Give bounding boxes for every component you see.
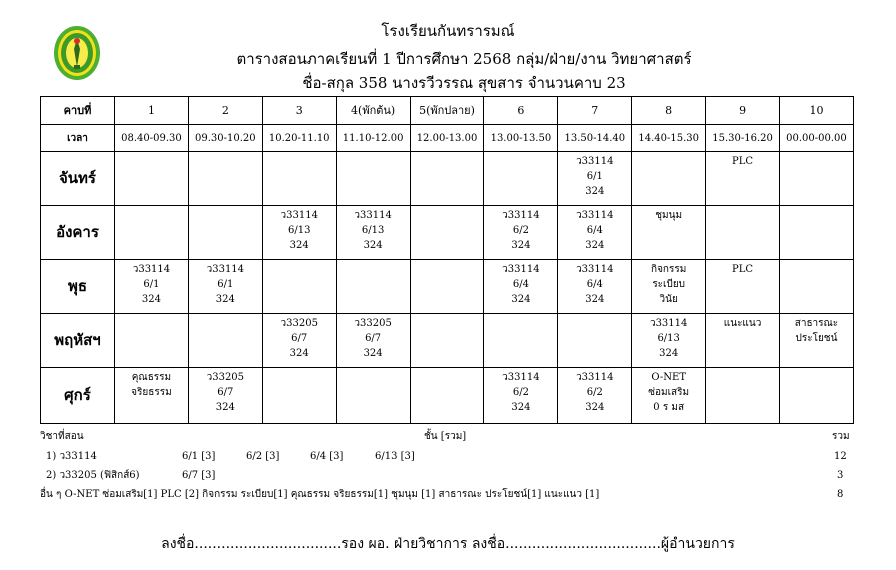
cell-line: 6/2 <box>512 225 529 236</box>
schedule-cell <box>188 314 262 368</box>
schedule-cell <box>706 152 780 206</box>
schedule-cell <box>336 368 410 424</box>
schedule-cell <box>706 314 780 368</box>
day-label: พฤหัสฯ <box>41 314 115 368</box>
cell-line: 324 <box>289 348 309 359</box>
cell-line: กิจกรรม <box>651 264 687 275</box>
cell-line: 324 <box>511 294 531 305</box>
cell-line: ซ่อมเสริม <box>648 387 690 398</box>
cell-line: ว33114 <box>576 210 614 221</box>
period-time: 14.40-15.30 <box>632 125 706 152</box>
schedule-cell <box>484 368 558 424</box>
summary-class: 6/2 [3] <box>246 451 280 462</box>
period-header: 4(พักต้น) <box>336 97 410 125</box>
period-header: 8 <box>632 97 706 125</box>
summary-class-header: ชั้น [รวม] <box>424 431 467 442</box>
timetable <box>40 96 854 424</box>
cell-line: 6/1 <box>586 171 603 182</box>
day-label: อังคาร <box>41 206 115 260</box>
schedule-cell <box>336 260 410 314</box>
day-label: ศุกร์ <box>41 368 115 424</box>
schedule-cell <box>558 368 632 424</box>
summary-subject-2: 2) ว33205 (ฟิสิกส์6) <box>46 470 140 481</box>
cell-line: 324 <box>141 294 161 305</box>
schedule-cell <box>706 206 780 260</box>
cell-line: 324 <box>511 240 531 251</box>
schedule-cell <box>632 152 706 206</box>
cell-line: ว33114 <box>132 264 171 275</box>
schedule-subtitle: ตารางสอนภาคเรียนที่ 1 ปีการศึกษา 2568 กลุ่ม/ฝ่าย/งาน วิทยาศาสตร์ <box>236 50 692 68</box>
schedule-cell <box>558 260 632 314</box>
summary-subject-1: 1) ว33114 <box>46 451 97 462</box>
schedule-cell <box>262 368 336 424</box>
cell-line: ชุมนุม <box>655 210 683 221</box>
cell-line: แนะแนว <box>723 318 762 329</box>
cell-line: 0 ร มส <box>653 402 685 413</box>
period-header: 10 <box>780 97 854 125</box>
cell-line: 6/1 <box>143 279 160 290</box>
summary-total-1: 12 <box>834 451 847 462</box>
day-row <box>41 368 854 424</box>
period-header: 9 <box>706 97 780 125</box>
period-header: 1 <box>115 97 189 125</box>
schedule-cell <box>410 314 484 368</box>
cell-line: ว33114 <box>576 264 614 275</box>
day-row <box>41 152 854 206</box>
schedule-cell <box>706 260 780 314</box>
cell-line: จริยธรรม <box>131 387 172 398</box>
schedule-cell <box>115 152 189 206</box>
cell-line: ว33114 <box>280 210 318 221</box>
cell-line: ระเบียบ <box>652 279 686 290</box>
schedule-cell <box>558 206 632 260</box>
cell-line: 6/2 <box>512 387 529 398</box>
signature-line: ลงชื่อ.................................รอง ผอ. ฝ่ายวิชาการ ลงชื่อ...................................ผู้อำนวยการ <box>161 536 735 552</box>
cell-line: 324 <box>363 240 383 251</box>
period-time: 13.50-14.40 <box>558 125 632 152</box>
schedule-cell <box>706 368 780 424</box>
day-row <box>41 260 854 314</box>
schedule-cell <box>336 206 410 260</box>
summary-total-2: 3 <box>837 470 844 481</box>
day-label: จันทร์ <box>41 152 115 206</box>
cell-line: ประโยชน์ <box>795 333 838 344</box>
cell-line: 6/7 <box>365 333 382 344</box>
cell-line: 6/7 <box>291 333 308 344</box>
schedule-cell <box>484 260 558 314</box>
schedule-cell <box>336 152 410 206</box>
schedule-cell <box>558 152 632 206</box>
schedule-cell <box>115 368 189 424</box>
schedule-cell <box>780 368 854 424</box>
schedule-cell <box>558 314 632 368</box>
schedule-cell <box>115 206 189 260</box>
summary-other-total: 8 <box>837 489 844 500</box>
cell-line: 6/1 <box>217 279 234 290</box>
cell-line: 6/4 <box>586 225 603 236</box>
schedule-cell <box>262 152 336 206</box>
cell-line: 324 <box>215 294 235 305</box>
summary-class: 6/13 [3] <box>375 451 415 462</box>
cell-line: วินัย <box>659 294 678 305</box>
period-time: 00.00-00.00 <box>780 125 854 152</box>
schedule-cell <box>632 314 706 368</box>
cell-line: 324 <box>659 348 679 359</box>
period-header: 2 <box>188 97 262 125</box>
schedule-cell <box>780 206 854 260</box>
cell-line: 6/13 <box>287 225 311 236</box>
cell-line: 6/4 <box>512 279 529 290</box>
cell-line: 6/13 <box>657 333 680 344</box>
cell-line: ว33114 <box>354 210 392 221</box>
cell-line: ว33205 <box>354 318 392 329</box>
schedule-cell <box>188 260 262 314</box>
cell-line: 324 <box>585 186 605 197</box>
cell-line: คุณธรรม <box>131 372 172 383</box>
summary-class: 6/4 [3] <box>310 451 344 462</box>
schedule-cell <box>632 368 706 424</box>
schedule-cell <box>410 368 484 424</box>
cell-line: 324 <box>215 402 235 413</box>
summary-class: 6/1 [3] <box>182 451 216 462</box>
schedule-cell <box>115 314 189 368</box>
cell-line: ว33205 <box>280 318 318 329</box>
cell-line: ว33114 <box>502 372 540 383</box>
corner-label: คาบที่ <box>41 97 115 125</box>
cell-line: สาธารณะ <box>794 318 839 329</box>
schedule-cell <box>262 206 336 260</box>
schedule-cell <box>188 206 262 260</box>
time-label: เวลา <box>41 125 115 152</box>
cell-line: ว33114 <box>206 264 245 275</box>
schedule-cell <box>632 260 706 314</box>
schedule-cell <box>484 206 558 260</box>
cell-line: 324 <box>585 402 605 413</box>
cell-line: PLC <box>732 156 754 167</box>
schedule-cell <box>115 260 189 314</box>
period-time: 08.40-09.30 <box>115 125 189 152</box>
schedule-cell <box>262 314 336 368</box>
schedule-cell <box>410 260 484 314</box>
cell-line: ว33114 <box>502 210 540 221</box>
cell-line: 324 <box>511 402 531 413</box>
period-header: 6 <box>484 97 558 125</box>
teacher-line: ชื่อ-สกุล 358 นางรวีวรรณ สุขสาร จำนวนคาบ 23 <box>302 74 626 92</box>
cell-line: ว33205 <box>206 372 245 383</box>
schedule-cell <box>484 152 558 206</box>
cell-line: 324 <box>585 294 605 305</box>
day-label: พุธ <box>41 260 115 314</box>
cell-line: ว33114 <box>502 264 540 275</box>
summary-class: 6/7 [3] <box>182 470 216 481</box>
schedule-cell <box>188 368 262 424</box>
cell-line: O-NET <box>651 372 687 383</box>
period-time: 13.00-13.50 <box>484 125 558 152</box>
cell-line: 324 <box>363 348 383 359</box>
cell-line: ว33114 <box>576 372 614 383</box>
schedule-cell <box>410 152 484 206</box>
time-row <box>41 125 854 152</box>
cell-line: 324 <box>289 240 309 251</box>
schedule-cell <box>780 152 854 206</box>
schedule-cell <box>780 314 854 368</box>
period-header: 3 <box>262 97 336 125</box>
cell-line: ว33114 <box>576 156 614 167</box>
period-time: 15.30-16.20 <box>706 125 780 152</box>
schedule-cell <box>262 260 336 314</box>
schedule-cell <box>632 206 706 260</box>
schedule-cell <box>484 314 558 368</box>
period-header: 5(พักปลาย) <box>410 97 484 125</box>
schedule-cell <box>780 260 854 314</box>
summary-total-header: รวม <box>832 431 850 442</box>
period-time: 12.00-13.00 <box>410 125 484 152</box>
cell-line: 6/7 <box>217 387 234 398</box>
period-time: 09.30-10.20 <box>188 125 262 152</box>
schedule-cell <box>410 206 484 260</box>
cell-line: PLC <box>732 264 754 275</box>
period-header: 7 <box>558 97 632 125</box>
day-row <box>41 206 854 260</box>
period-time: 10.20-11.10 <box>262 125 336 152</box>
school-name: โรงเรียนกันทรารมณ์ <box>381 22 515 40</box>
summary-other: อื่น ๆ O-NET ซ่อมเสริม[1] PLC [2] กิจกรรม ระเบียบ[1] คุณธรรม จริยธรรม[1] ชุมนุม [1] สาธารณะ ประโยชน์[1] แนะแนว [1] <box>40 489 600 500</box>
period-header-row <box>41 97 854 125</box>
schedule-cell <box>188 152 262 206</box>
summary-subject-header: วิชาที่สอน <box>40 431 84 442</box>
cell-line: 6/2 <box>586 387 603 398</box>
cell-line: 6/4 <box>586 279 603 290</box>
schedule-cell <box>336 314 410 368</box>
period-time: 11.10-12.00 <box>336 125 410 152</box>
cell-line: ว33114 <box>649 318 688 329</box>
cell-line: 6/13 <box>361 225 385 236</box>
day-row <box>41 314 854 368</box>
cell-line: 324 <box>585 240 605 251</box>
